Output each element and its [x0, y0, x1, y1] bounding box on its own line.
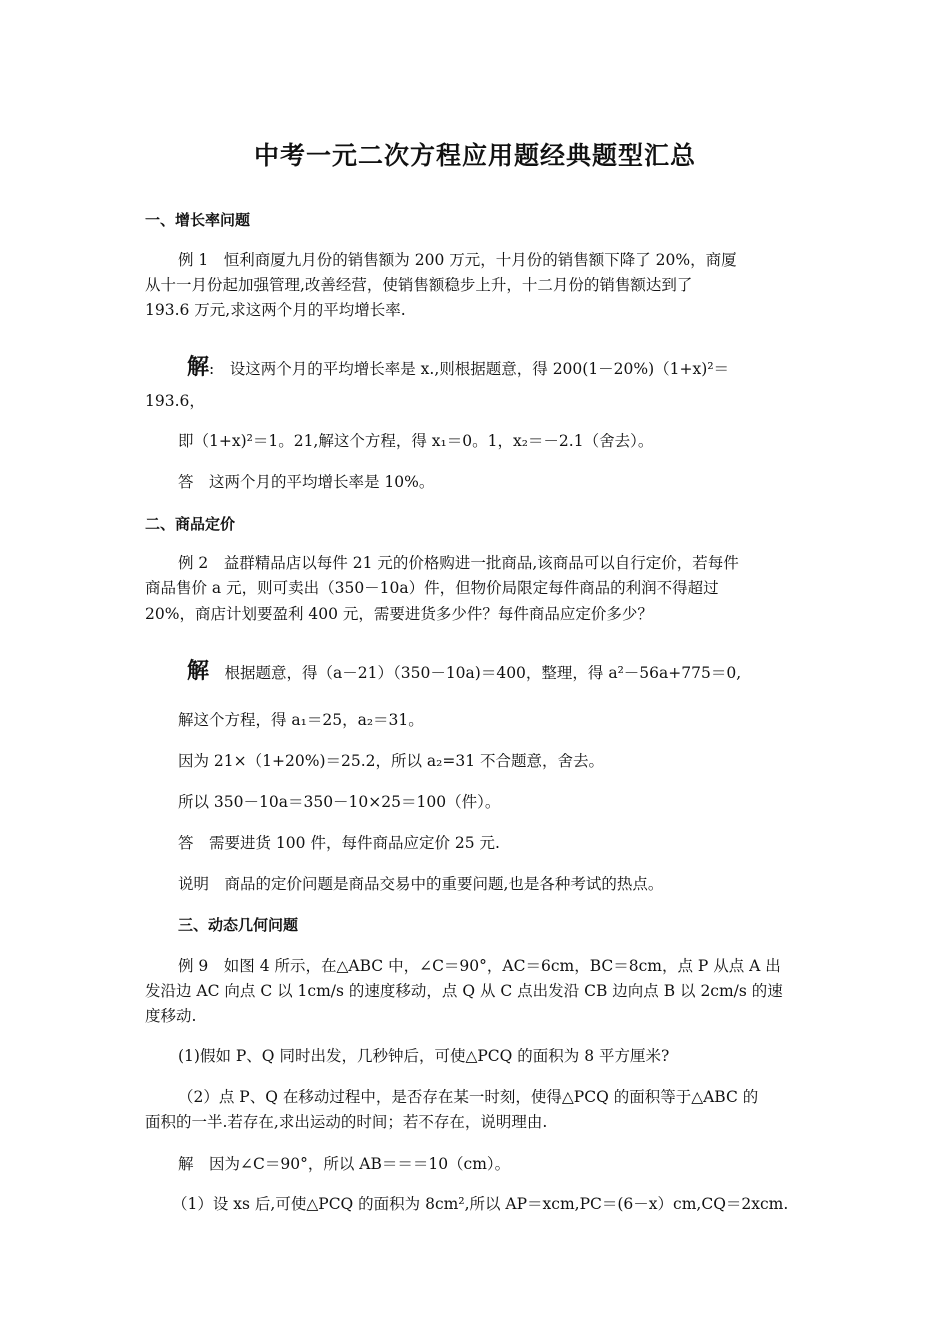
document-title: 中考一元二次方程应用题经典题型汇总	[253, 141, 696, 170]
example-9-line-3: 度移动.	[145, 1007, 197, 1025]
solution-text: 根据题意，得（a－21）（350－10a)＝400，整理，得 a²－56a+775＝0,	[209, 664, 742, 682]
example-2-solution-line-3: 因为 21×（1+20%)＝25.2，所以 a₂=31 不合题意，舍去。	[178, 752, 605, 770]
example-2-note: 说明 商品的定价问题是商品交易中的重要问题,也是各种考试的热点。	[178, 875, 664, 893]
example-2-solution-line-1	[187, 654, 741, 685]
example-1-line-2: 从十一月份起加强管理,改善经营，使销售额稳步上升，十二月份的销售额达到了	[145, 276, 693, 294]
solution-text: : 设这两个月的平均增长率是 x.,则根据题意，得 200(1－20%)（1+x)²＝	[209, 360, 730, 378]
example-2-line-3: 20%，商店计划要盈利 400 元，需要进货多少件？每件商品应定价多少？	[145, 605, 653, 623]
example-2-solution-line-4: 所以 350－10a＝350－10×25＝100（件）。	[178, 793, 501, 811]
example-1-solution-line-3: 即（1+x)²＝1。21,解这个方程，得 x₁＝0。1，x₂＝－2.1（舍去）。	[178, 432, 654, 450]
example-1-line-3: 193.6 万元,求这两个月的平均增长率.	[145, 301, 406, 319]
example-2-answer: 答 需要进货 100 件，每件商品应定价 25 元.	[178, 834, 500, 852]
example-2-line-2: 商品售价 a 元，则可卖出（350－10a）件，但物价局限定每件商品的利润不得超过	[145, 579, 719, 597]
solution-label: 解	[187, 659, 210, 684]
example-9-line-1: 例 9 如图 4 所示，在△ABC 中，∠C＝90°，AC＝6cm，BC＝8cm，点 P 从点 A 出	[178, 957, 781, 975]
section-heading-pricing: 二、商品定价	[145, 515, 236, 533]
example-2-line-1: 例 2 益群精品店以每件 21 元的价格购进一批商品,该商品可以自行定价，若每件	[178, 554, 739, 572]
section-heading-growth-rate: 一、增长率问题	[145, 211, 251, 229]
example-9-question-2-line-1: （2）点 P、Q 在移动过程中，是否存在某一时刻，使得△PCQ 的面积等于△ABC 的	[178, 1088, 759, 1106]
example-9-solution-line-1: 解 因为∠C＝90°，所以 AB＝＝＝10（cm）。	[178, 1155, 511, 1173]
example-9-question-2-line-2: 面积的一半.若存在,求出运动的时间；若不存在，说明理由.	[145, 1113, 548, 1131]
section-heading-dynamic-geometry: 三、动态几何问题	[178, 916, 299, 934]
example-1-solution-line-1	[187, 350, 729, 381]
solution-label: 解	[187, 355, 210, 380]
example-9-solution-line-2: （1）设 xs 后,可使△PCQ 的面积为 8cm²,所以 AP＝xcm,PC＝(6－x）cm,CQ＝2xcm.	[172, 1195, 789, 1213]
example-2-solution-line-2: 解这个方程，得 a₁＝25，a₂＝31。	[178, 711, 424, 729]
example-1-answer: 答 这两个月的平均增长率是 10%。	[178, 473, 435, 491]
example-9-line-2: 发沿边 AC 向点 C 以 1cm/s 的速度移动，点 Q 从 C 点出发沿 CB 边向点 B 以 2cm/s 的速	[145, 982, 783, 1000]
example-1-line-1: 例 1 恒利商厦九月份的销售额为 200 万元，十月份的销售额下降了 20%，商厦	[178, 251, 737, 269]
example-1-solution-line-2: 193.6，	[145, 392, 205, 410]
example-9-question-1: (1)假如 P、Q 同时出发，几秒钟后，可使△PCQ 的面积为 8 平方厘米?	[178, 1047, 670, 1065]
